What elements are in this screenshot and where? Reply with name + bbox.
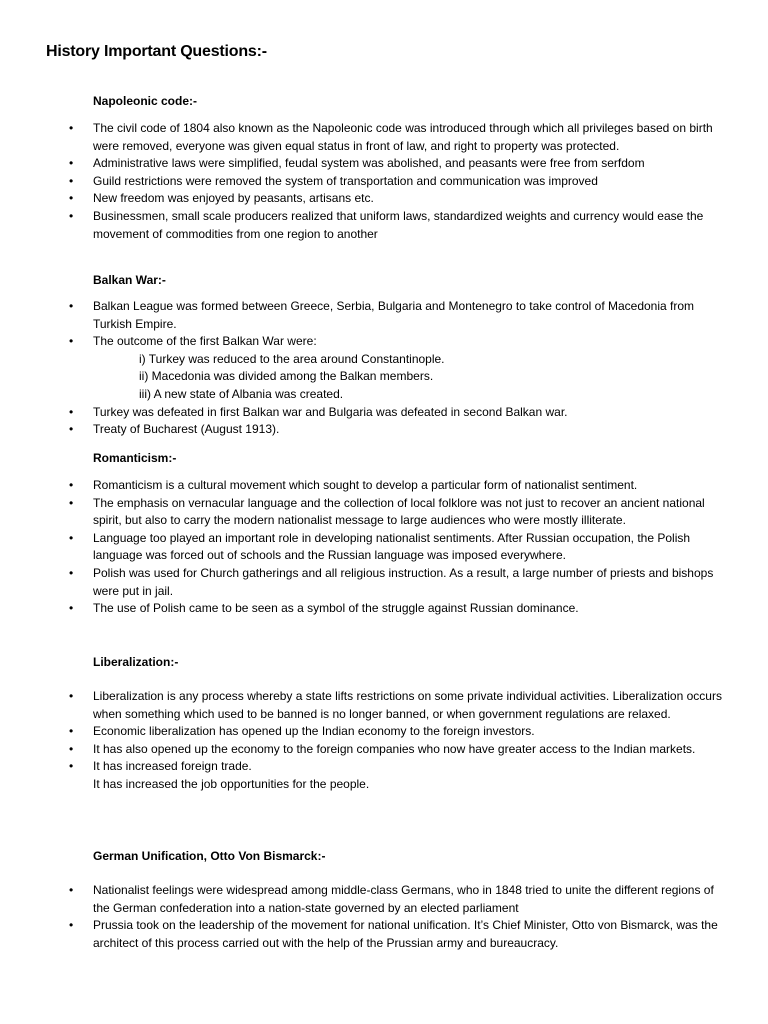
list-item: • New freedom was enjoyed by peasants, artisans etc. — [0, 190, 733, 208]
list-item: • Language too played an important role in developing nationalist sentiments. After Russian occupation, the Polish language was forced out of schools and the Russian language was imposed everywhere. — [0, 530, 733, 565]
section-heading: German Unification, Otto Von Bismarck:- — [93, 849, 326, 863]
list-item: It has increased the job opportunities for the people. — [93, 776, 370, 791]
list-item: • Turkey was defeated in first Balkan war and Bulgaria was defeated in second Balkan war. — [0, 404, 733, 422]
list-item: • Treaty of Bucharest (August 1913). — [0, 421, 733, 439]
bullet-list — [0, 882, 768, 952]
bullet-list — [0, 120, 768, 243]
bullet-list — [0, 298, 768, 439]
list-item: • Balkan League was formed between Greece, Serbia, Bulgaria and Montenegro to take control of Macedonia from Turkish Empire. — [0, 298, 733, 333]
outcome-item: iii) A new state of Albania was created. — [139, 386, 344, 401]
list-item — [0, 333, 733, 403]
list-item: • It has increased foreign trade. — [0, 758, 733, 776]
outcome-item: i) Turkey was reduced to the area around Constantinople. — [139, 351, 445, 366]
section-heading: Napoleonic code:- — [93, 94, 198, 108]
list-item: • Administrative laws were simplified, feudal system was abolished, and peasants were free from serfdom — [0, 155, 733, 173]
list-item: • Nationalist feelings were widespread among middle-class Germans, who in 1848 tried to unite the different regions of the German confederation into a nation-state governed by an elected parliament — [0, 882, 733, 917]
list-item: • Liberalization is any process whereby a state lifts restrictions on some private individual activities. Liberalization occurs when something which used to be banned is no longer banned, or when government regulations are relaxed. — [0, 688, 733, 723]
outcome-item: ii) Macedonia was divided among the Balkan members. — [139, 369, 434, 384]
document-title: History Important Questions:- — [46, 43, 267, 60]
section-heading: Romanticism:- — [93, 451, 177, 465]
list-item: • Economic liberalization has opened up the Indian economy to the foreign investors. — [0, 723, 733, 741]
list-item: • Prussia took on the leadership of the movement for national unification. It’s Chief Minister, Otto von Bismarck, was the architect of this process carried out with the help of the Prussian army and bureaucracy. — [0, 917, 733, 952]
bullet-list — [0, 688, 768, 794]
list-item-text: The outcome of the first Balkan War were: — [93, 334, 317, 349]
section-heading: Liberalization:- — [93, 655, 179, 669]
list-item: • Polish was used for Church gatherings and all religious instruction. As a result, a large number of priests and bishops were put in jail. — [0, 565, 733, 600]
list-item: • Guild restrictions were removed the system of transportation and communication was improved — [0, 173, 733, 191]
list-item: • It has also opened up the economy to the foreign companies who now have greater access to the Indian markets. — [0, 741, 733, 759]
list-item: • The use of Polish came to be seen as a symbol of the struggle against Russian dominance. — [0, 600, 733, 618]
bullet-list — [0, 477, 768, 618]
section-heading: Balkan War:- — [93, 273, 166, 287]
list-item: • Romanticism is a cultural movement which sought to develop a particular form of nationalist sentiment. — [0, 477, 733, 495]
list-item: • The emphasis on vernacular language and the collection of local folklore was not just to recover an ancient national spirit, but also to carry the modern nationalist message to large audiences who were mostly illiterate. — [0, 495, 733, 530]
list-item: • Businessmen, small scale producers realized that uniform laws, standardized weights and currency would ease the movement of commodities from one region to another — [0, 208, 733, 243]
list-item: • The civil code of 1804 also known as the Napoleonic code was introduced through which all privileges based on birth were removed, everyone was given equal status in front of law, and right to property was protected. — [0, 120, 733, 155]
